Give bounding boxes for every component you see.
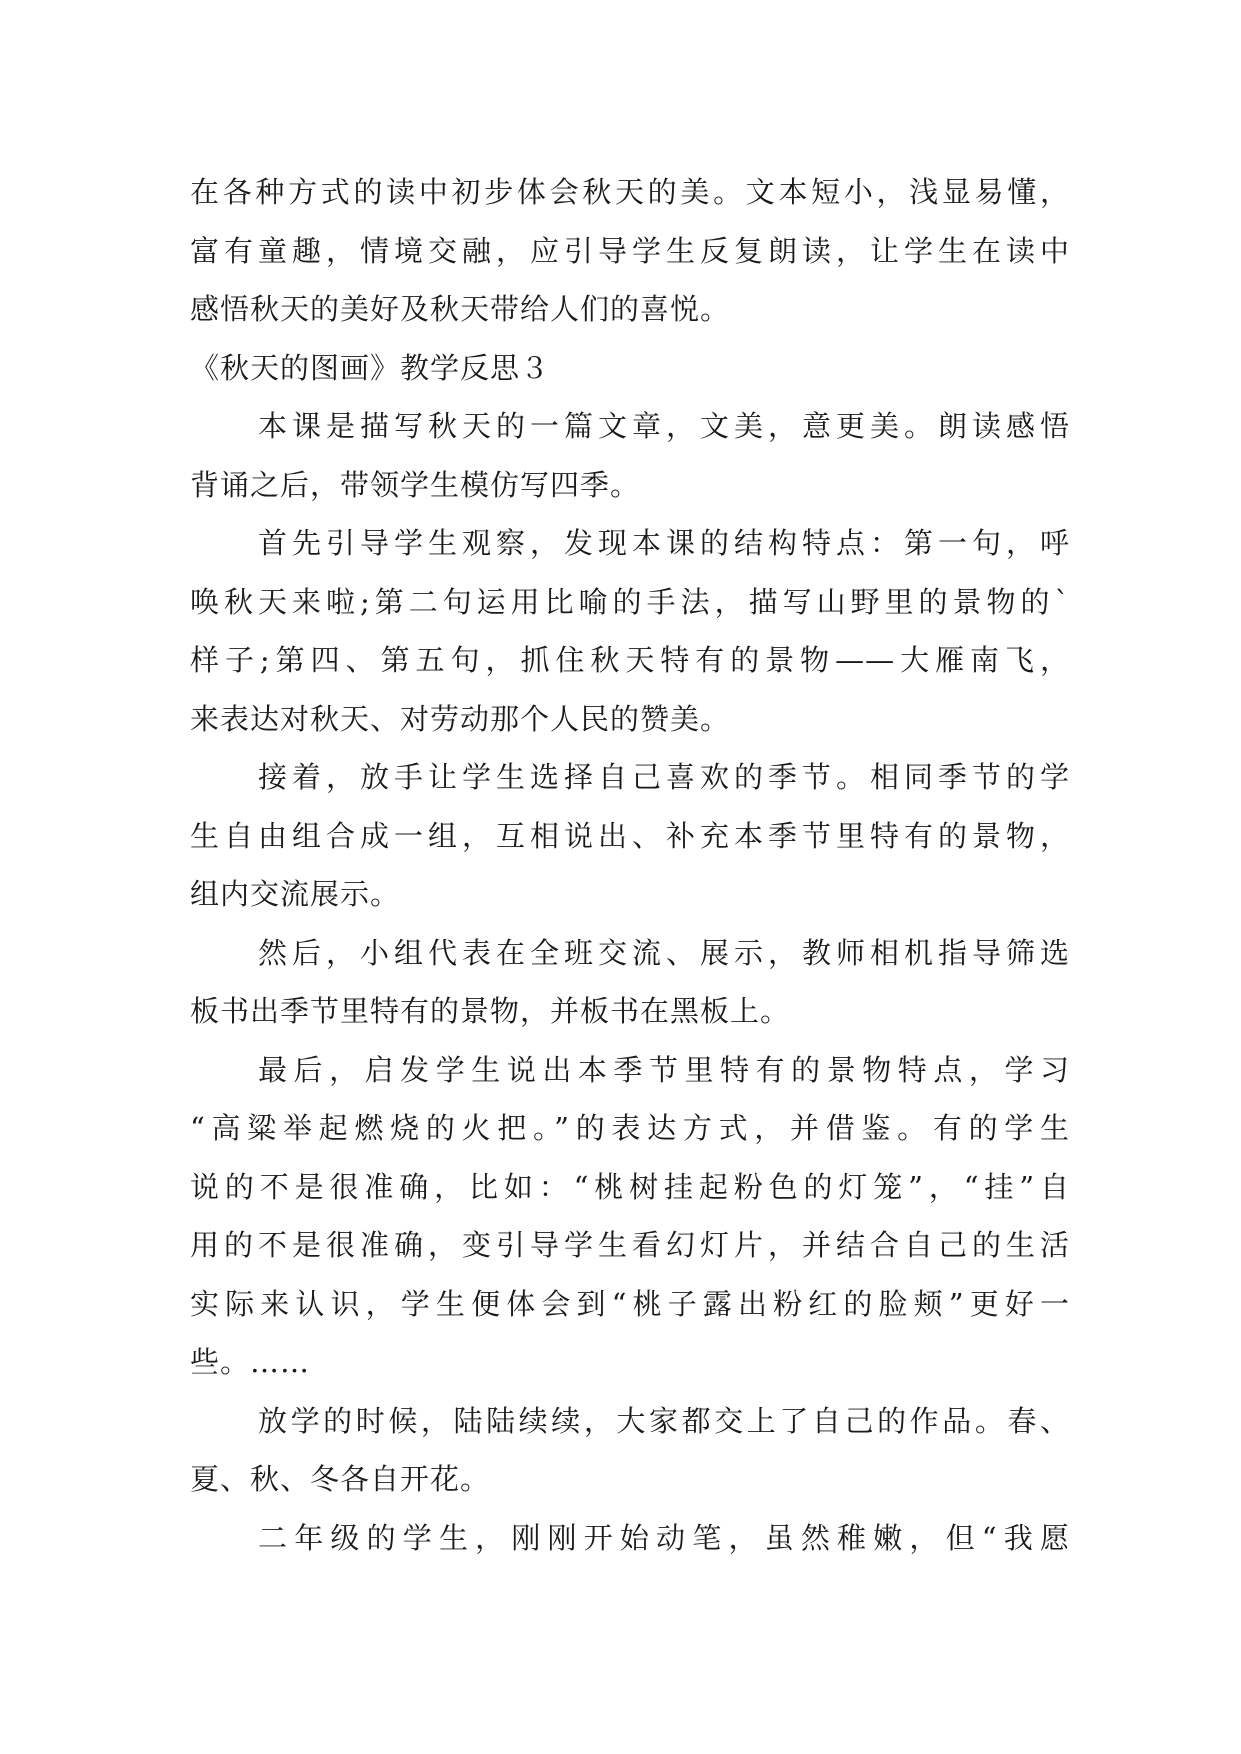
text-line: 唤秋天来啦;第二句运用比喻的手法，描写山野里的景物的` bbox=[190, 584, 1070, 619]
text-line: 最后，启发学生说出本季节里特有的景物特点，学习 bbox=[258, 1052, 1070, 1087]
text-line: 首先引导学生观察，发现本课的结构特点：第一句，呼 bbox=[258, 526, 1070, 560]
text-line: 富有童趣，情境交融，应引导学生反复朗读，让学生在读中 bbox=[190, 233, 1070, 268]
text-line: 感悟秋天的美好及秋天带给人们的喜悦。 bbox=[190, 292, 731, 326]
text-line: 在各种方式的读中初步体会秋天的美。文本短小，浅显易懂， bbox=[190, 175, 1070, 209]
text-line: 实际来认识，学生便体会到“桃子露出粉红的脸颊”更好一 bbox=[190, 1286, 1070, 1321]
text-line: 生自由组合成一组，互相说出、补充本季节里特有的景物， bbox=[190, 818, 1070, 853]
text-line: 组内交流展示。 bbox=[190, 877, 401, 911]
section-heading: 《秋天的图画》教学反思３ bbox=[190, 350, 551, 385]
text-line: 些。…… bbox=[190, 1345, 311, 1379]
text-line: 用的不是很准确，变引导学生看幻灯片，并结合自己的生活 bbox=[190, 1228, 1070, 1262]
text-line: 板书出季节里特有的景物，并板书在黑板上。 bbox=[190, 994, 791, 1028]
text-line: 背诵之后，带领学生模仿写四季。 bbox=[190, 467, 641, 502]
text-line: 本课是描写秋天的一篇文章，文美，意更美。朗读感悟 bbox=[258, 409, 1070, 443]
text-line: 样子;第四、第五句，抓住秋天特有的景物——大雁南飞， bbox=[190, 643, 1070, 677]
text-line: 二年级的学生，刚刚开始动笔，虽然稚嫩，但“我愿 bbox=[258, 1520, 1070, 1555]
document-body bbox=[190, 163, 1070, 1567]
text-line: 说的不是很准确，比如：“桃树挂起粉色的灯笼”，“挂”自 bbox=[190, 1169, 1070, 1204]
text-line: 夏、秋、冬各自开花。 bbox=[190, 1462, 491, 1496]
text-line: “高粱举起燃烧的火把。”的表达方式，并借鉴。有的学生 bbox=[190, 1111, 1070, 1145]
text-line: 接着，放手让学生选择自己喜欢的季节。相同季节的学 bbox=[258, 760, 1070, 794]
text-line: 然后，小组代表在全班交流、展示，教师相机指导筛选 bbox=[258, 935, 1070, 970]
text-line: 放学的时候，陆陆续续，大家都交上了自己的作品。春、 bbox=[258, 1403, 1070, 1438]
text-line: 来表达对秋天、对劳动那个人民的赞美。 bbox=[190, 701, 731, 736]
